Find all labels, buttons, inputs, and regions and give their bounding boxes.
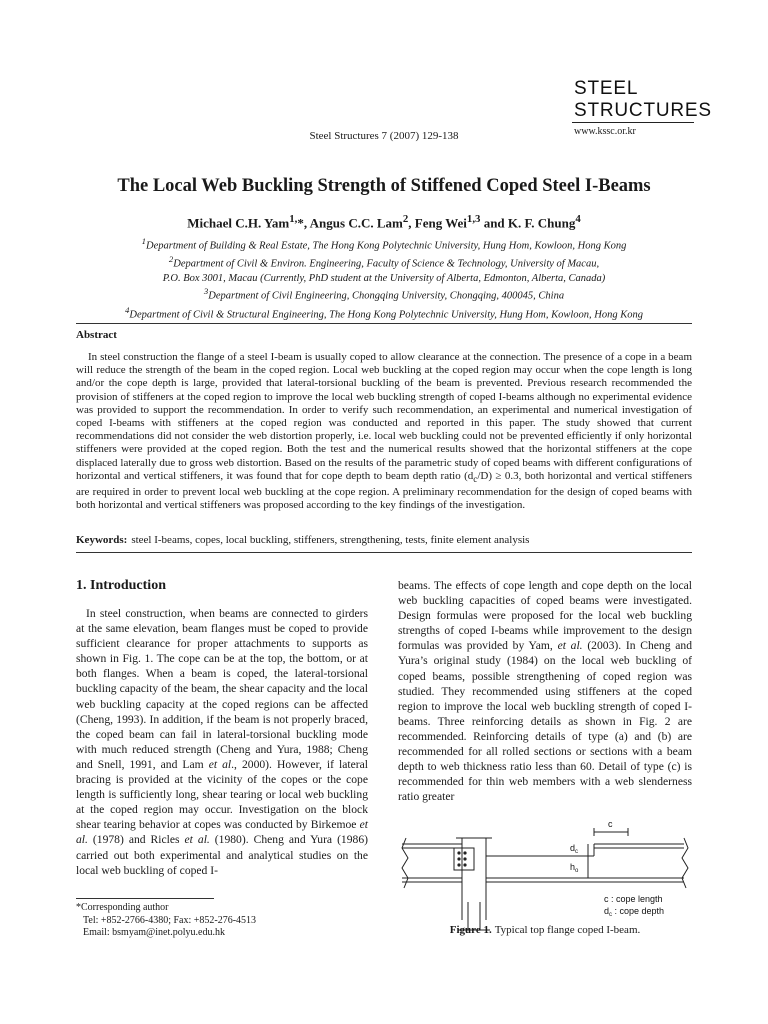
cope-length-label: c <box>608 819 613 829</box>
legend-cope-length: c : cope length <box>604 894 663 904</box>
bolt <box>457 851 460 854</box>
bolt <box>463 851 466 854</box>
figure-1-caption-text: Typical top flange coped I-beam. <box>494 924 641 936</box>
abstract-heading: Abstract <box>76 329 117 341</box>
journal-citation: Steel Structures 7 (2007) 129-138 <box>309 130 459 142</box>
journal-logo <box>574 78 712 122</box>
paper-title: The Local Web Buckling Strength of Stiffened Coped Steel I-Beams <box>117 176 651 196</box>
journal-logo-line2: STRUCTURES <box>574 100 712 121</box>
affiliation-1: $^1$Department of Building & Real Estate, The Hong Kong Polytechnic University, Hung Hom, Kowloon, Hong Kong <box>141 236 627 252</box>
remaining-depth-label: $h_o$ <box>570 862 579 874</box>
footnote-rule <box>76 898 214 899</box>
bolt <box>463 857 466 860</box>
journal-logo-line1: STEEL <box>574 78 639 99</box>
bolt <box>457 863 460 866</box>
journal-website[interactable]: www.kssc.or.kr <box>574 126 636 137</box>
intro-left-column: In steel construction, when beams are connected to girders at the same elevation, beam flanges must be coped to provide sufficient clearance for proper attachments to supports as shown in Fig. 1. The cope can be at the top, the bottom, or at both flanges. When a beam is coped, the lateral-torsional buckling capacity of the beam, the shear capacity and the local web buckling capacity at the coped regions can be affected (Cheng, 1993). In addition, if the beam is not properly braced, the coped beam can fail in lateral-torsional buckling mode with much reduced strength (Cheng and Yura, 1988; Cheng and Snell, 1991, and Lam et al., 2000). However, if lateral bracing is provided at the vicinity of the copes or the cope length is sufficiently long, shear tearing or local web buckling at the coped region may occur. Investigation on the block shear tearing behavior at copes was conducted by Birkemoe et al. (1978) and Ricles et al. (1980). Cheng and Yura (1986) carried out both experimental and analytical studies on the local web buckling of coped I- <box>76 607 368 877</box>
abstract-top-rule <box>76 323 692 324</box>
affiliation-4: $^4$Department of Civil & Structural Engineering, The Hong Kong Polytechnic University, Hung Hom, Kowloon, Hong Kong <box>125 304 643 321</box>
corresponding-author-footnote <box>76 902 256 940</box>
journal-logo-rule <box>572 122 694 123</box>
footnote-phone: Tel: +852-2766-4380; Fax: +852-276-4513 <box>83 914 257 926</box>
affiliation-2-cont: P.O. Box 3001, Macau (Currently, PhD student at the University of Alberta, Edmonton, Alberta, Canada) <box>162 272 606 284</box>
abstract-text: In steel construction the flange of a steel I-beam is usually coped to allow clearance at the connection. The presence of a cope in a beam will reduce the strength of the beam in the coped region. Local web buckling at the coped region may occur when the cope length is long and/or the cope depth is large, provided that lateral-torsional buckling of the beam is prevented. Previous research recommended the provision of stiffeners at the coped region to improve the local web buckling strength of coped I-beams although no experimental evidence was provided to support the recommendation. In order to verify such recommendation, an experimental and numerical investigation of coped I-beams with stiffeners at the coped region was conducted and reported in this paper. The study showed that current recommendations did not consider the web distortion properly, i.e. local web buckling could not be prevented efficiently if only horizontal stiffeners were provided at the coped region. Both the test and the numerical results showed that the horizontal stiffeners at the cope displaced laterally due to gross web distortion. Based on the results of the parametric study of coped beams with different configurations of horizontal and vertical stiffeners, it was found that for cope depth to beam depth ratio $(d_c/D) \ge 0.3$, both horizontal and vertical stiffeners are required in order to prevent local web buckling at the cope region. A preliminary recommendation for the design of coped beams with both horizontal and vertical stiffeners was proposed according to the key findings of the investigation. <box>76 351 692 512</box>
affiliation-3: $^3$Department of Civil Engineering, Chongqing University, Chongqing, 400045, China <box>203 286 565 302</box>
keywords-text: steel I-beams, copes, local buckling, stiffeners, strengthening, tests, finite element analysis <box>131 534 530 546</box>
bolt <box>463 863 466 866</box>
keywords <box>76 534 692 546</box>
figure-1-caption-label: Figure 1. <box>449 924 492 936</box>
affiliation-2: $^2$Department of Civil & Environ. Engineering, Faculty of Science & Technology, University of Macau, <box>168 254 600 270</box>
abstract-bottom-rule <box>76 552 692 553</box>
keywords-label: Keywords: <box>76 534 128 546</box>
legend-cope-depth: $d_c$ : cope depth <box>604 906 665 918</box>
left-break-line <box>402 838 408 888</box>
bolt <box>457 857 460 860</box>
cope-depth-label: $d_c$ <box>570 843 579 855</box>
figure-1-diagram <box>398 818 696 936</box>
right-break-line <box>682 838 688 888</box>
intro-right-column: beams. The effects of cope length and cope depth on the local web buckling capacities of coped beams were investigated. Design formulas were proposed for the local web buckling strengths of coped I-beams while improvement to the design formulas was provided by Yam, et al. (2003). In Cheng and Yura’s original study (1984) on the local web buckling of coped beams, possible strengthening of coped region was studied. They recommended using stiffeners at the coped region to improve the local web buckling strength of coped I-beams. Three reinforcing details as shown in Fig. 2 are recommended. Reinforcing details of type (a) and (b) are recommended for all rolled sections or sections with a beam depth to web thickness ratio less than 60. Detail of type (c) is recommended for thin web members with a web slenderness ratio greater <box>398 579 692 804</box>
author-list: Michael C.H. Yam$^{1,}$*, Angus C.C. Lam$^2$, Feng Wei$^{1,3}$ and K. F. Chung$^4$ <box>187 213 581 231</box>
figure-1-caption <box>398 924 692 936</box>
footnote-line-1: *Corresponding author <box>76 902 169 913</box>
footnote-email[interactable]: Email: bsmyam@inet.polyu.edu.hk <box>83 927 225 939</box>
affiliation-list <box>40 235 728 322</box>
section-heading-introduction: 1. Introduction <box>76 578 166 593</box>
